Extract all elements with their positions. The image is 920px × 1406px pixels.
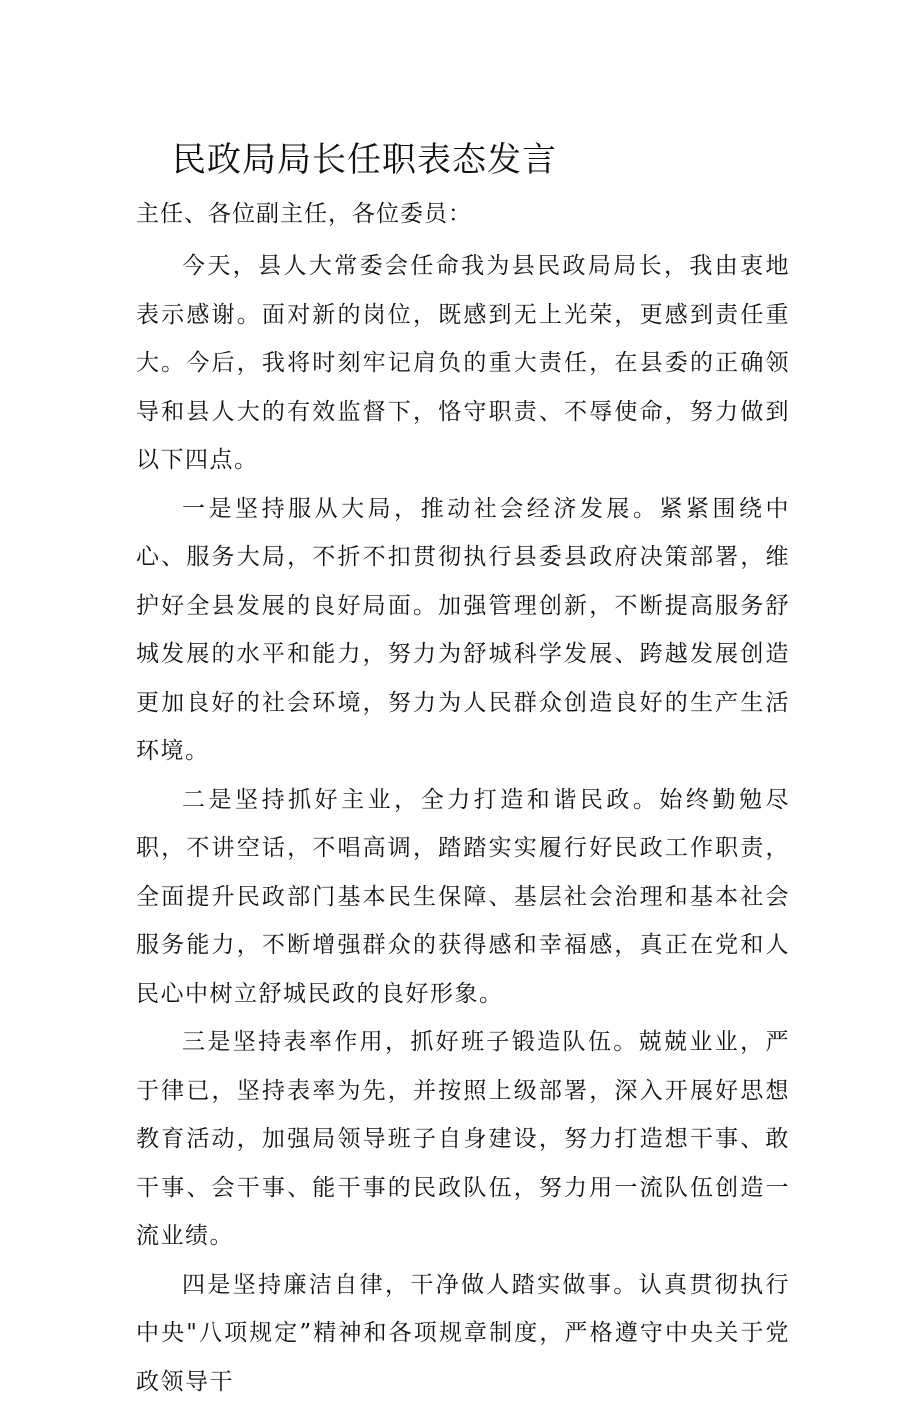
- document-title: 民政局局长任职表态发言: [172, 136, 557, 184]
- paragraph-point-3: 三是坚持表率作用，抓好班子锻造队伍。兢兢业业，严于律已，坚持表率为先，并按照上级部署，深入开展好思想教育活动，加强局领导班子自身建设，努力打造想干事、敢干事、会干事、能干事的民政队伍，努力用一流队伍创造一流业绩。: [136, 1018, 790, 1261]
- salutation: 主任、各位副主任，各位委员：: [136, 196, 472, 232]
- paragraph-point-4: 四是坚持廉洁自律，干净做人踏实做事。认真贯彻执行中央"八项规定”精神和各项规章制度，严格遵守中央关于党政领导干: [136, 1261, 790, 1406]
- paragraph-point-2: 二是坚持抓好主业，全力打造和谐民政。始终勤勉尽职，不讲空话，不唱高调，踏踏实实履行好民政工作职责，全面提升民政部门基本民生保障、基层社会治理和基本社会服务能力，不断增强群众的获得感和幸福感，真正在党和人民心中树立舒城民政的良好形象。: [136, 776, 790, 1019]
- paragraph-point-1: 一是坚持服从大局，推动社会经济发展。紧紧围绕中心、服务大局，不折不扣贯彻执行县委县政府决策部署，维护好全县发展的良好局面。加强管理创新，不断提高服务舒城发展的水平和能力，努力为舒城科学发展、跨越发展创造更加良好的社会环境，努力为人民群众创造良好的生产生活环境。: [136, 485, 790, 776]
- document-body: [136, 242, 790, 1406]
- paragraph-intro: 今天，县人大常委会任命我为县民政局局长，我由衷地表示感谢。面对新的岗位，既感到无上光荣，更感到责任重大。今后，我将时刻牢记肩负的重大责任，在县委的正确领导和县人大的有效监督下，恪守职责、不辱使命，努力做到以下四点。: [136, 242, 790, 485]
